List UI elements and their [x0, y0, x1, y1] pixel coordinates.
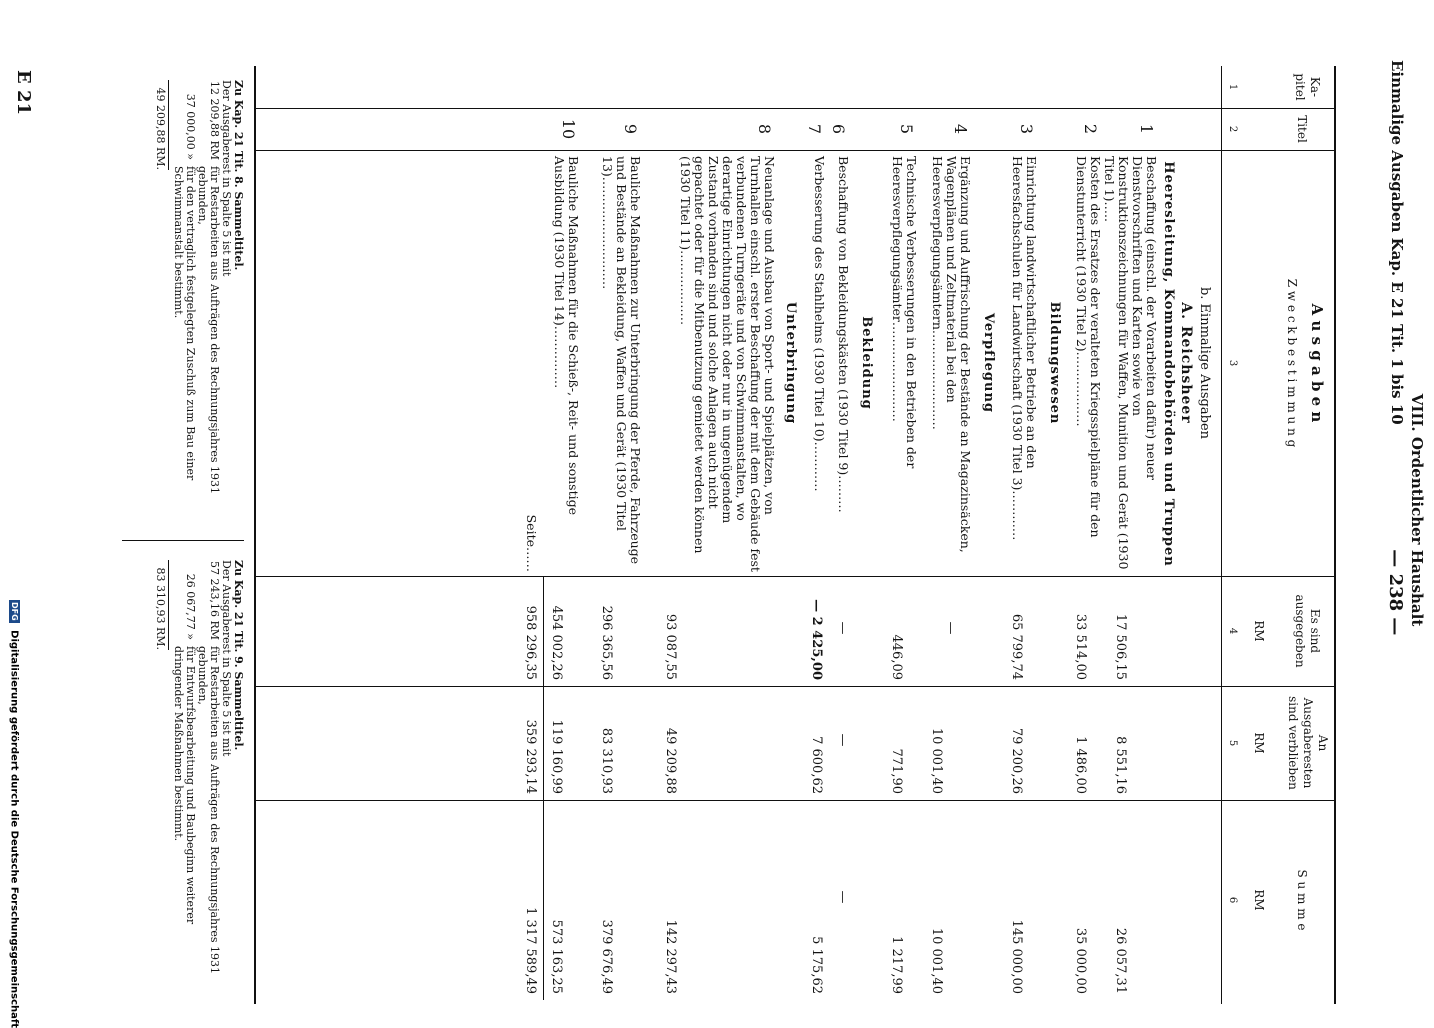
rule-bottom: [254, 66, 256, 1004]
row-titel-7: 7: [805, 123, 824, 135]
dfg-logo: DFG: [10, 602, 19, 621]
col-rule-1: [256, 108, 1336, 109]
row-summe-8: 142 297,43: [663, 919, 678, 994]
note-right-title: Zu Kap. 21 Tit. 9. Sammeltitel.: [232, 560, 245, 751]
section-b: b. Einmalige Ausgaben: [1197, 286, 1212, 440]
note-right: [154, 560, 244, 980]
row-ausgegeben-9: 296 365,56: [599, 605, 614, 680]
note-right-a-amount: 57 243,16 RM: [208, 560, 221, 640]
row-reste-9: 83 310,93: [599, 727, 614, 794]
row-reste-2: 1 486,00: [1073, 736, 1088, 794]
row-ausgegeben-3: 65 799,74: [1009, 613, 1024, 680]
dfg-footer: [8, 600, 21, 1028]
seite-reste: 359 293,14: [523, 719, 538, 794]
col-num-5: 5: [1227, 739, 1238, 747]
row-ausgegeben-8: 93 087,55: [663, 613, 678, 680]
section-heeresleitung: Heeresleitung, Kommandobehörden und Truppen: [1161, 161, 1176, 567]
subtitle: Einmalige Ausgaben Kap. E 21 Tit. 1 bis 10: [1388, 60, 1406, 425]
row-text-4: Ergänzung und Auffrischung der Bestände an Magazinsäcken, Wagenplänen und Zeltmaterial bei den Heeresverpflegungsämtern……………………: [930, 156, 973, 553]
notes-divider: [122, 540, 244, 541]
row-text-6: Beschaffung von Bekleidungskästen (1930 Titel 9)………: [836, 156, 851, 513]
row-ausgegeben-4: —: [943, 621, 958, 635]
row-ausgegeben-5: 446,09: [889, 634, 904, 680]
col-rule-3: [256, 576, 1336, 577]
chapter-title: VIII. Ordentlicher Haushalt: [1408, 393, 1426, 627]
total-rule: [543, 576, 544, 1000]
row-summe-9: 379 676,49: [599, 919, 614, 994]
seite-summe: 1 317 589,49: [523, 907, 538, 994]
col-head-summe: S u m m e: [1295, 869, 1309, 931]
seite-label: Seite……: [524, 514, 539, 572]
row-text-1: Beschaffung (einschl. der Vorarbeiten dafür) neuer Dienstvorschriften und Karten sowie von Konstruktionszeichnungen für Waffen, Munition und Gerät (1930 Titel 1)…..: [1102, 156, 1159, 570]
note-right-b-text: für Entwurfsbearbeitung und Baubeginn weiterer dringender Maßnahmen bestimmt.: [172, 646, 197, 925]
note-right-a-text: für Restarbeiten aus Aufträgen des Rechnungsjahres 1931 gebunden,: [196, 646, 221, 975]
row-reste-10: 119 160,99: [549, 719, 564, 794]
unit-rm-4: RM: [1252, 620, 1266, 642]
col-head-kapitel: Ka- pitel: [1293, 73, 1322, 101]
row-ausgegeben-6: —: [835, 621, 850, 635]
col-num-4: 4: [1227, 627, 1238, 635]
section-a: A. Reichsheer: [1178, 302, 1194, 424]
row-text-10: Bauliche Maßnahmen für die Schieß-, Reit- und sonstige Ausbildung (1930 Titel 14)……………: [552, 156, 581, 515]
row-summe-5: 1 217,99: [889, 936, 904, 994]
row-titel-6: 6: [829, 123, 848, 135]
note-left-line1: Der Ausgaberest in Spalte 5 ist mit: [220, 80, 233, 277]
col-head-titel: Titel: [1295, 115, 1309, 143]
section-bekleidung: Bekleidung: [859, 316, 874, 410]
col-num-6: 6: [1227, 896, 1238, 904]
note-left-a-amount: 12 209,88 RM: [208, 80, 221, 160]
section-unterbringung: Unterbringung: [783, 301, 798, 425]
row-summe-4: 10 001,40: [929, 927, 944, 994]
subtitle-row: [1385, 60, 1406, 960]
note-right-b-amount: 26 067,77 »: [184, 573, 197, 640]
row-text-5: Technische Verbesserungen in den Betrieben der Heeresverpflegungsämter……………………: [890, 156, 919, 469]
note-left-total: 49 209,88 RM.: [154, 80, 169, 170]
row-reste-1: 8 551,16: [1113, 736, 1128, 794]
col-head-ausgegeben: Es sind ausgegeben: [1293, 594, 1322, 668]
row-summe-2: 35 000,00: [1073, 927, 1088, 994]
col-num-3: 3: [1227, 359, 1238, 367]
row-titel-3: 3: [1017, 123, 1036, 135]
row-text-8: Neuanlage und Ausbau von Sport- und Spielplätzen, von Turnhallen einschl. erster Beschaffung der mit dem Gebäude fest verbundenen Turngeräte und von Schwimmanstalten, wo derartige Einrichtungen nicht oder nur in ungenügendem Zustand vorhanden sind und solche Anlagen auch nicht gepachtet oder für die Mitbenutzung gemietet werden können (1930 Titel 11)………………: [678, 156, 777, 572]
row-reste-3: 79 200,26: [1009, 727, 1024, 794]
row-titel-1: 1: [1137, 123, 1156, 135]
row-reste-6: —: [835, 733, 850, 747]
col-rule-4: [256, 686, 1336, 687]
row-titel-4: 4: [951, 123, 970, 135]
note-left: [154, 80, 244, 500]
row-summe-3: 145 000,00: [1009, 919, 1024, 994]
note-left-a-text: für Restarbeiten aus Aufträgen des Rechnungsjahres 1931 gebunden,: [196, 166, 221, 495]
section-verpflegung: Verpflegung: [981, 313, 996, 413]
page-number: — 238 —: [1385, 549, 1406, 636]
row-text-2: Kosten des Ersatzes der veralteten Kriegsspielpläne für den Dienstunterricht (1930 Titel 2)………………: [1074, 156, 1103, 538]
row-titel-2: 2: [1081, 123, 1100, 135]
row-text-3: Einrichtung landwirtschaftlicher Betriebe an den Heeresfachschulen für Landwirtschaft (1930 Titel 3)…………: [1010, 156, 1039, 541]
col-num-2: 2: [1227, 125, 1238, 133]
note-left-b-text: für den vertraglich festgelegten Zuschuß zum Bau einer Schwimmanstalt bestimmt.: [172, 166, 197, 481]
note-left-title: Zu Kap. 21 Tit. 8. Sammeltitel.: [232, 80, 245, 271]
row-titel-8: 8: [755, 123, 774, 135]
unit-rm-6: RM: [1252, 889, 1266, 911]
row-reste-5: 771,90: [889, 748, 904, 794]
row-titel-5: 5: [897, 123, 916, 135]
chapter-heading: [1408, 60, 1426, 960]
row-summe-6: —: [835, 890, 850, 904]
side-label: E 21: [13, 70, 34, 116]
col-head-ausgaben: A u s g a b e n: [1308, 303, 1326, 423]
row-ausgegeben-10: 454 002,26: [549, 605, 564, 680]
row-summe-1: 26 057,31: [1113, 927, 1128, 994]
row-reste-4: 10 001,40: [929, 727, 944, 794]
row-text-7: Verbesserung des Stahlhelms (1930 Titel 10)…………: [812, 156, 827, 492]
row-titel-10: 10: [559, 118, 578, 140]
section-bildung: Bildungswesen: [1047, 301, 1062, 425]
row-summe-10: 573 163,25: [549, 919, 564, 994]
row-titel-9: 9: [621, 123, 640, 135]
unit-rm-5: RM: [1252, 732, 1266, 754]
col-head-reste: An Ausgaberesten sind verblieben: [1286, 696, 1330, 790]
rule-top: [1334, 66, 1336, 1004]
col-rule-5: [256, 800, 1336, 801]
row-ausgegeben-1: 17 506,15: [1113, 613, 1128, 680]
rule-head: [1221, 66, 1222, 1004]
note-left-b-amount: 37 000,00 »: [184, 93, 197, 160]
row-reste-8: 49 209,88: [663, 727, 678, 794]
dfg-text: Digitalisierung gefördert durch die Deutsche Forschungsgemeinschaft: [8, 630, 20, 1028]
seite-ausgegeben: 958 296,35: [523, 605, 538, 680]
col-head-zweck: Z w e c k b e s t i m m u n g: [1285, 278, 1299, 448]
col-num-1: 1: [1227, 83, 1238, 91]
row-summe-7: 5 175,62: [809, 936, 824, 994]
row-text-9: Bauliche Maßnahmen zur Unterbringung der Pferde, Fahrzeuge und Bestände an Bekleidung, Waffen und Gerät (1930 Titel 13)………………………: [600, 156, 643, 565]
note-right-total: 83 310,93 RM.: [154, 560, 169, 650]
row-ausgegeben-2: 33 514,00: [1073, 613, 1088, 680]
row-ausgegeben-7: — 2 425,00: [809, 599, 824, 680]
row-reste-7: 7 600,62: [809, 736, 824, 794]
note-right-line1: Der Ausgaberest in Spalte 5 ist mit: [220, 560, 233, 757]
